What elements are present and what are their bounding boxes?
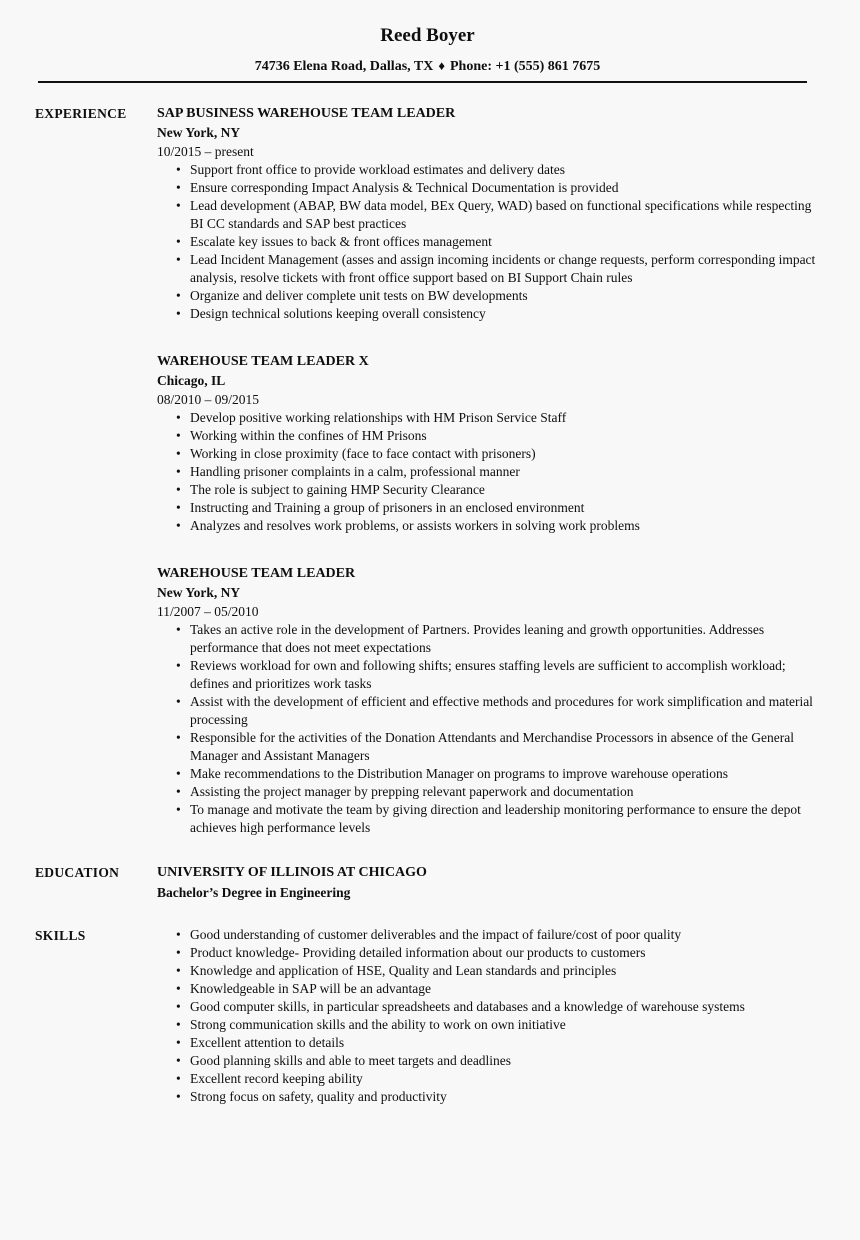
job-location: New York, NY [157,585,241,600]
job-entry-2 [157,352,820,535]
job-entry-1 [157,104,820,323]
job-title: WAREHOUSE TEAM LEADER X [157,354,369,369]
person-name: Reed Boyer [380,25,475,46]
bullet-item: • Working within the confines of HM Prisons [190,427,816,445]
skills-section [35,926,820,1106]
header-rule [38,81,807,83]
job-bullet-list [157,409,820,535]
job-location: New York, NY [157,125,241,140]
education-school: UNIVERSITY OF ILLINOIS AT CHICAGO [157,865,427,880]
bullet-item: • Instructing and Training a group of prisoners in an enclosed environment [190,499,816,517]
experience-content [157,104,820,837]
bullet-item: • Ensure corresponding Impact Analysis & Technical Documentation is provided [190,179,816,197]
skills-content [157,926,820,1106]
contact-phone: Phone: +1 (555) 861 7675 [450,59,601,74]
bullet-item: • Lead development (ABAP, BW data model, BEx Query, WAD) based on functional specifications while respecting BI CC standards and SAP best practices [190,197,816,233]
bullet-item: • Good computer skills, in particular spreadsheets and databases and a knowledge of warehouse systems [190,998,816,1016]
education-content [157,863,820,903]
job-title: SAP BUSINESS WAREHOUSE TEAM LEADER [157,106,456,121]
bullet-item: • Knowledgeable in SAP will be an advantage [190,980,816,998]
bullet-item: • Organize and deliver complete unit tests on BW developments [190,287,816,305]
bullet-item: • Good understanding of customer deliverables and the impact of failure/cost of poor quality [190,926,816,944]
bullet-item: • Product knowledge- Providing detailed information about our products to customers [190,944,816,962]
bullet-item: • Make recommendations to the Distribution Manager on programs to improve warehouse operations [190,765,816,783]
bullet-item: • Lead Incident Management (asses and assign incoming incidents or change requests, perform corresponding impact analysis, resolve tickets with front office support based on BI Support Chain rules [190,251,816,287]
bullet-item: • Assisting the project manager by prepping relevant paperwork and documentation [190,783,816,801]
education-section [35,863,820,903]
job-entry-3 [157,564,820,837]
diamond-separator-icon: ♦ [438,58,445,73]
bullet-item: • Support front office to provide workload estimates and delivery dates [190,161,816,179]
bullet-item: • Analyzes and resolves work problems, or assists workers in solving work problems [190,517,816,535]
bullet-item: • Takes an active role in the development of Partners. Provides leaning and growth opportunities. Addresses performance that does not meet expectations [190,621,816,657]
bullet-item: • Excellent attention to details [190,1034,816,1052]
contact-line [35,58,820,75]
job-bullet-list [157,161,820,323]
bullet-item: • Working in close proximity (face to face contact with prisoners) [190,445,816,463]
bullet-item: • Excellent record keeping ability [190,1070,816,1088]
bullet-item: • Handling prisoner complaints in a calm, professional manner [190,463,816,481]
bullet-item: • To manage and motivate the team by giving direction and leadership monitoring performance to ensure the depot achieves high performance levels [190,801,816,837]
job-dates: 10/2015 – present [157,144,254,159]
contact-address: 74736 Elena Road, Dallas, TX [254,59,434,74]
section-label-skills: SKILLS [35,928,86,943]
job-dates: 11/2007 – 05/2010 [157,604,259,619]
bullet-item: • Good planning skills and able to meet targets and deadlines [190,1052,816,1070]
education-degree: Bachelor’s Degree in Engineering [157,885,351,900]
bullet-item: • The role is subject to gaining HMP Security Clearance [190,481,816,499]
job-location: Chicago, IL [157,373,226,388]
job-dates: 08/2010 – 09/2015 [157,392,260,407]
resume-body [35,104,820,1106]
bullet-item: • Strong focus on safety, quality and productivity [190,1088,816,1106]
experience-section [35,104,820,837]
resume-header [35,25,820,83]
bullet-item: • Escalate key issues to back & front offices management [190,233,816,251]
bullet-item: • Responsible for the activities of the Donation Attendants and Merchandise Processors in absence of the General Manager and Assistant Managers [190,729,816,765]
job-bullet-list [157,621,820,837]
skills-bullet-list [157,926,820,1106]
section-label-education: EDUCATION [35,865,120,880]
bullet-item: • Develop positive working relationships with HM Prison Service Staff [190,409,816,427]
bullet-item: • Design technical solutions keeping overall consistency [190,305,816,323]
job-title: WAREHOUSE TEAM LEADER [157,566,356,581]
bullet-item: • Reviews workload for own and following shifts; ensures staffing levels are sufficient to accomplish workload; defines and prioritizes work tasks [190,657,816,693]
bullet-item: • Assist with the development of efficient and effective methods and procedures for work simplification and material processing [190,693,816,729]
section-label-experience: EXPERIENCE [35,106,127,121]
bullet-item: • Knowledge and application of HSE, Quality and Lean standards and principles [190,962,816,980]
bullet-item: • Strong communication skills and the ability to work on own initiative [190,1016,816,1034]
